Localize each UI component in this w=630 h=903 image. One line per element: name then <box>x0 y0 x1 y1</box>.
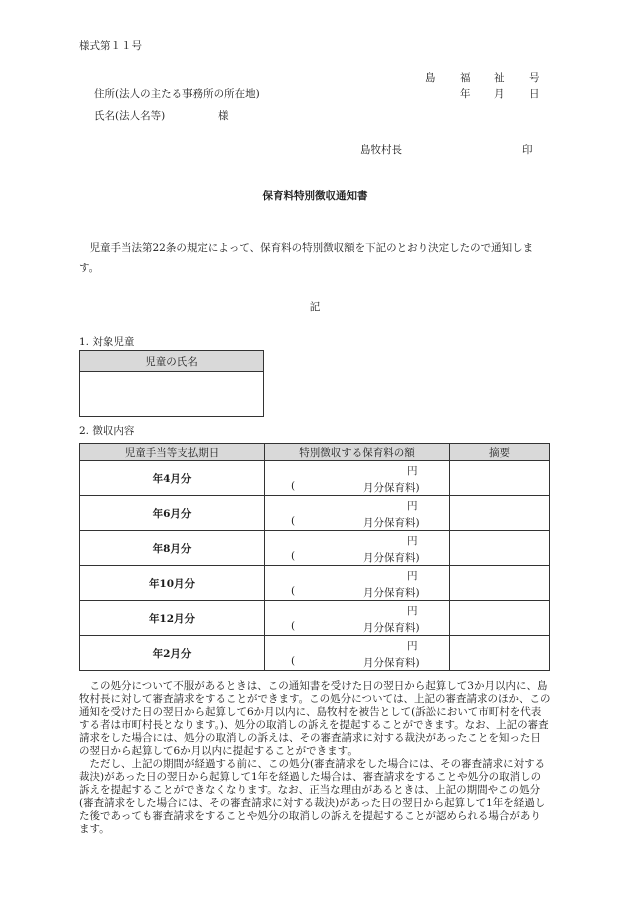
appeal-notice <box>79 680 551 836</box>
month-fee-label: 月分保育料) <box>363 657 420 669</box>
date-year: 年 <box>460 88 471 100</box>
remarks-cell[interactable] <box>450 461 550 496</box>
paren-open: ( <box>291 585 296 597</box>
yen-unit: 円 <box>407 535 418 547</box>
amount-cell[interactable] <box>265 601 450 636</box>
date-month: 月 <box>494 88 505 100</box>
document-number-shi: 祉 <box>494 72 505 84</box>
amount-cell[interactable] <box>265 461 450 496</box>
month-fee-label: 月分保育料) <box>363 587 420 599</box>
table-row <box>80 496 550 531</box>
appeal-notice-paragraph: この処分について不服があるときは、この通知書を受けた日の翌日から起算して3か月以内に、島牧村長に対して審査請求をすることができます。この処分については、上記の審査請求のほか、この通知を受けた日の翌日から起算して6か月以内に、島牧村を被告として(訴訟において市町村を代表する者は市町村長となります。)、処分の取消しの訴えを提起することができます。なお、上記の審査請求をした場合には、処分の取消しの訴えは、その審査請求に対する裁決があったことを知った日の翌日から起算して6か月以内に提起することができます。 <box>79 680 551 757</box>
section2-heading: 2. 徴収内容 <box>79 425 135 437</box>
sender: 島牧村長 <box>360 144 402 156</box>
child-name-header: 児童の氏名 <box>80 351 264 372</box>
child-name-cell[interactable] <box>80 372 264 417</box>
document-number-fuku: 福 <box>460 72 471 84</box>
table-row <box>80 636 550 671</box>
amount-cell[interactable] <box>265 636 450 671</box>
yen-unit: 円 <box>407 500 418 512</box>
amount-cell[interactable] <box>265 496 450 531</box>
yen-unit: 円 <box>407 465 418 477</box>
honorific: 様 <box>218 110 229 122</box>
document-title: 保育料特別徴収通知書 <box>262 190 368 202</box>
paren-open: ( <box>291 480 296 492</box>
paren-open: ( <box>291 620 296 632</box>
paren-open: ( <box>291 655 296 667</box>
month-cell: 年6月分 <box>80 496 265 531</box>
document-number-island: 島 <box>425 72 436 84</box>
month-cell: 年2月分 <box>80 636 265 671</box>
remarks-cell[interactable] <box>450 636 550 671</box>
address-label: 住所(法人の主たる事務所の所在地) <box>94 88 260 100</box>
amount-cell[interactable] <box>265 531 450 566</box>
month-fee-label: 月分保育料) <box>363 622 420 634</box>
month-fee-label: 月分保育料) <box>363 552 420 564</box>
remarks-cell[interactable] <box>450 566 550 601</box>
month-cell: 年8月分 <box>80 531 265 566</box>
column-remarks: 摘要 <box>450 444 550 461</box>
form-number: 様式第１１号 <box>79 40 142 52</box>
section1-heading: 1. 対象児童 <box>79 336 135 348</box>
paren-open: ( <box>291 515 296 527</box>
month-cell: 年4月分 <box>80 461 265 496</box>
ki-heading: 記 <box>309 301 321 313</box>
amount-cell[interactable] <box>265 566 450 601</box>
month-cell: 年12月分 <box>80 601 265 636</box>
remarks-cell[interactable] <box>450 601 550 636</box>
remarks-cell[interactable] <box>450 496 550 531</box>
table-row <box>80 461 550 496</box>
month-fee-label: 月分保育料) <box>363 482 420 494</box>
month-fee-label: 月分保育料) <box>363 517 420 529</box>
yen-unit: 円 <box>407 605 418 617</box>
seal-mark: 印 <box>522 144 533 156</box>
collection-table <box>79 443 550 671</box>
body-text: 児童手当法第22条の規定によって、保育料の特別徴収額を下記のとおり決定したので通知します。 <box>79 242 534 274</box>
document-number-go: 号 <box>529 72 540 84</box>
yen-unit: 円 <box>407 640 418 652</box>
name-label: 氏名(法人名等) <box>94 110 166 122</box>
table-row <box>80 531 550 566</box>
appeal-notice-paragraph: ただし、上記の期間が経過する前に、この処分(審査請求をした場合には、その審査請求に対する裁決)があった日の翌日から起算して1年を経過した場合は、審査請求をすることや処分の取消しの訴えを提起することができなくなります。なお、正当な理由があるときは、上記の期間やこの処分(審査請求をした場合には、その審査請求に対する裁決)があった日の翌日から起算して1年を経過した後であっても審査請求をすることや処分の取消しの訴えを提起することが認められる場合があります。 <box>79 758 546 835</box>
date-day: 日 <box>529 88 540 100</box>
remarks-cell[interactable] <box>450 531 550 566</box>
paren-open: ( <box>291 550 296 562</box>
yen-unit: 円 <box>407 570 418 582</box>
child-table <box>79 350 264 417</box>
column-amount: 特別徴収する保育料の額 <box>265 444 450 461</box>
table-row <box>80 601 550 636</box>
table-row <box>80 566 550 601</box>
month-cell: 年10月分 <box>80 566 265 601</box>
column-payment-date: 児童手当等支払期日 <box>80 444 265 461</box>
